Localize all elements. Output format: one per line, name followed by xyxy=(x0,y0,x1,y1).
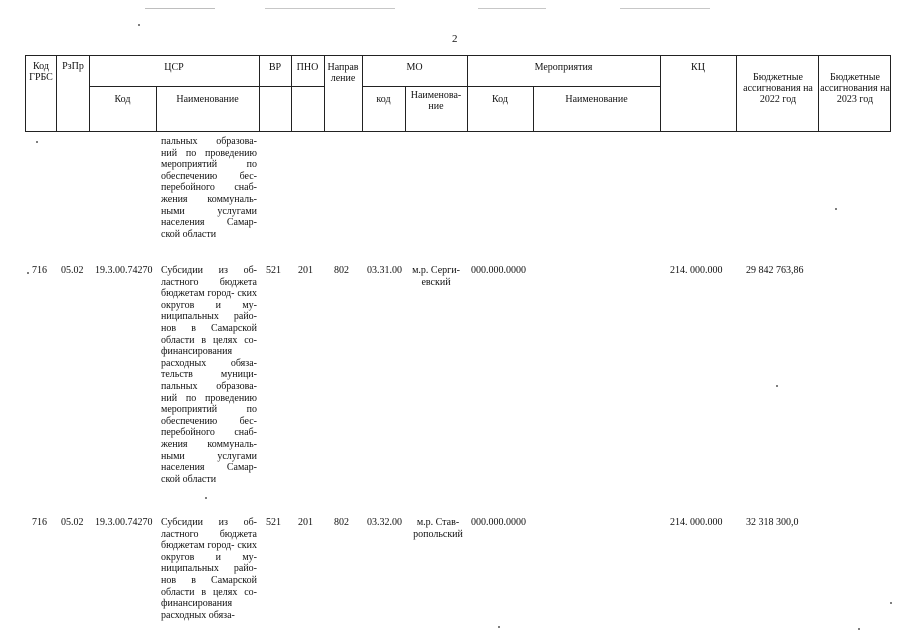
cell-meropr-kod: 000.000.0000 xyxy=(471,517,526,528)
cell-budget-2022: 32 318 300,0 xyxy=(746,517,799,528)
cell-csr: 19.3.00.74270 xyxy=(95,517,153,528)
col-header-mo-name: Наименова- ние xyxy=(410,90,462,112)
col-header-napravlenie: Направ ление xyxy=(327,62,359,84)
cell-grbs: 716 xyxy=(32,517,47,528)
cell-pno: 201 xyxy=(298,517,313,528)
col-header-mo: МО xyxy=(406,62,423,73)
cell-budget-2022: 29 842 763,86 xyxy=(746,265,804,276)
cell-napravlenie: 802 xyxy=(334,517,349,528)
cell-napravlenie: 802 xyxy=(334,265,349,276)
scan-speck xyxy=(776,385,778,387)
col-header-vr: ВР xyxy=(268,62,282,73)
cell-mo-kod: 03.32.00 xyxy=(367,517,402,528)
col-header-meropr-kod: Код xyxy=(492,94,508,105)
scan-speck xyxy=(27,272,29,274)
cell-vr: 521 xyxy=(266,517,281,528)
col-header-csr-name: Наименование xyxy=(176,94,239,105)
col-header-budget-2023: Бюджетные ассигнования на 2023 год xyxy=(820,72,890,105)
col-header-budget-2022: Бюджетные ассигнования на 2022 год xyxy=(743,72,813,105)
scan-artifact xyxy=(265,8,395,9)
scan-speck xyxy=(858,628,860,630)
scan-speck xyxy=(138,24,140,26)
cell-mo-kod: 03.31.00 xyxy=(367,265,402,276)
col-header-rzpr: РзПр xyxy=(62,61,84,72)
col-header-kod-grbs: Код ГРБС xyxy=(29,61,53,83)
cell-grbs: 716 xyxy=(32,265,47,276)
col-header-mo-kod: код xyxy=(376,94,391,105)
cell-mo-name: м.р. Серги- евский xyxy=(412,265,460,288)
cell-csr-name: Субсидии из об- ластного бюджета бюджетам город- ских округов и му- ниципальных райо- нов в Самарской области в целях со- финансирования расходных обяза- тельств муници- пальных образова- ний по проведению мероприятий по обеспечению бес- перебойного снаб- жения коммуналь- ными услугами населения Самар- ской области xyxy=(161,265,257,485)
cell-kc: 214. 000.000 xyxy=(670,517,723,528)
page-number: 2 xyxy=(452,33,458,45)
cell-csr: 19.3.00.74270 xyxy=(95,265,153,276)
cell-vr: 521 xyxy=(266,265,281,276)
scan-artifact xyxy=(145,8,215,9)
scan-speck xyxy=(498,626,500,628)
scan-speck xyxy=(36,141,38,143)
scan-artifact xyxy=(478,8,546,9)
cell-meropr-kod: 000.000.0000 xyxy=(471,265,526,276)
cell-mo-name: м.р. Став- ропольский xyxy=(413,517,463,540)
col-header-kc: КЦ xyxy=(691,62,705,73)
scan-artifact xyxy=(620,8,710,9)
scan-speck xyxy=(835,208,837,210)
cell-kc: 214. 000.000 xyxy=(670,265,723,276)
cell-pno: 201 xyxy=(298,265,313,276)
continued-name-cell: пальных образова- ний по проведению мероприятий по обеспечению бес- перебойного снаб- жения коммуналь- ными услугами населения Самар- ской области xyxy=(161,136,257,240)
col-header-csr: ЦСР xyxy=(164,62,184,73)
cell-csr-name: Субсидии из об- ластного бюджета бюджетам город- ских округов и му- ниципальных райо- нов в Самарской области в целях со- финансирования расходных обяза- xyxy=(161,517,257,621)
col-header-meropr-name: Наименование xyxy=(565,94,628,105)
scan-speck xyxy=(890,602,892,604)
scan-speck xyxy=(205,497,207,499)
col-header-meropriyatiya: Мероприятия xyxy=(534,62,593,73)
cell-rzpr: 05.02 xyxy=(61,517,84,528)
col-header-csr-kod: Код xyxy=(114,94,131,105)
col-header-pno: ПНО xyxy=(296,62,319,73)
cell-rzpr: 05.02 xyxy=(61,265,84,276)
